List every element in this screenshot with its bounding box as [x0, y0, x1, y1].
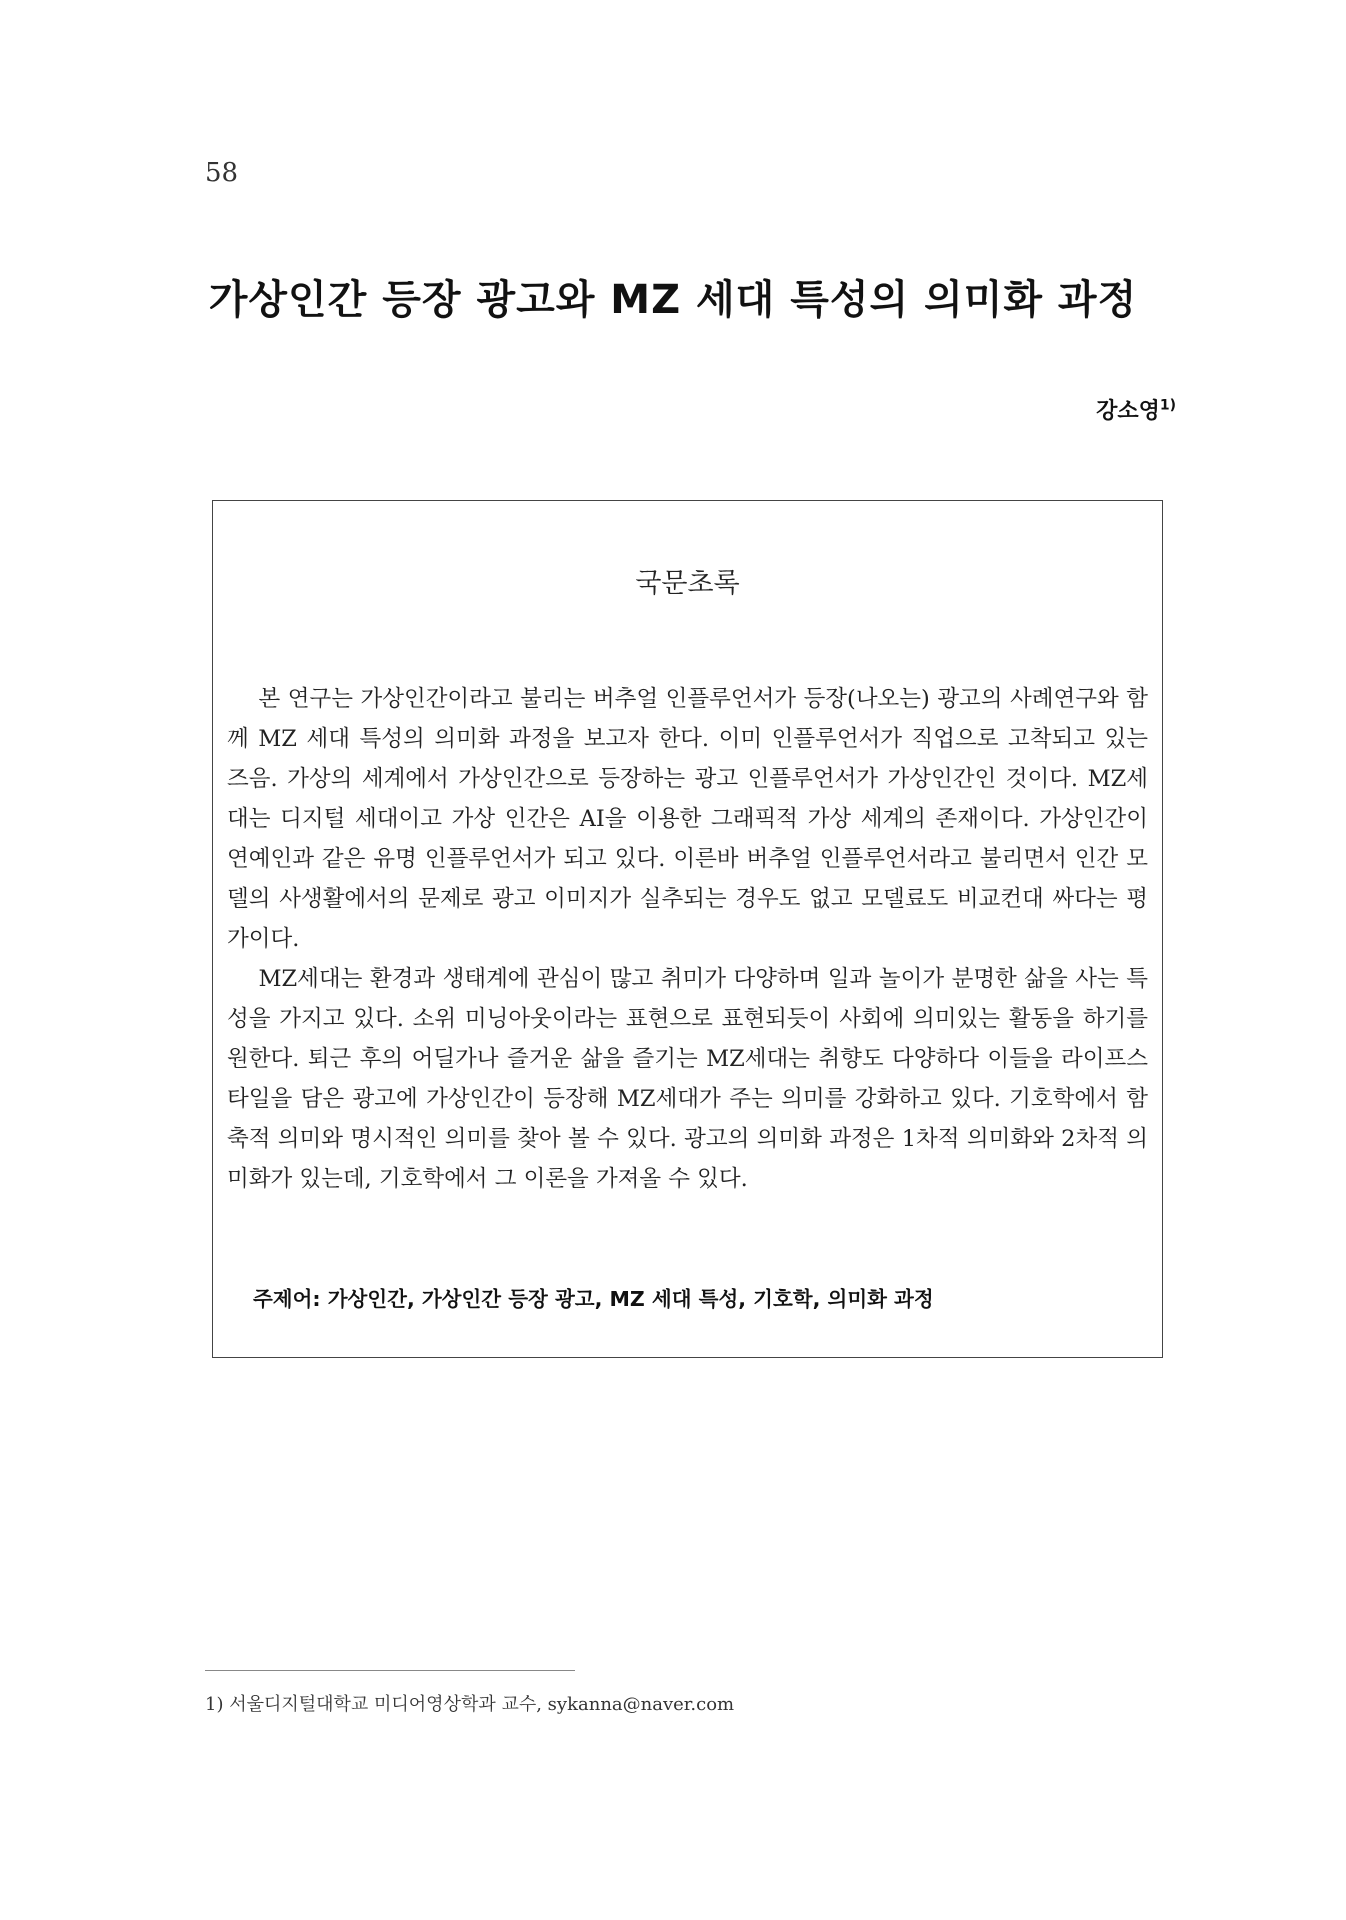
author — [1096, 394, 1176, 425]
abstract-paragraph: 본 연구는 가상인간이라고 불리는 버추얼 인플루언서가 등장(나오는) 광고의 사례연구와 함께 MZ 세대 특성의 의미화 과정을 보고자 한다. 이미 인플루언서가 직업으로 고착되고 있는 즈음. 가상의 세계에서 가상인간으로 등장하는 광고 인플루언서가 가상인간인 것이다. MZ세대는 디지털 세대이고 가상 인간은 AI을 이용한 그래픽적 가상 세계의 존재이다. 가상인간이 연예인과 같은 유명 인플루언서가 되고 있다. 이른바 버추얼 인플루언서라고 불리면서 인간 모델의 사생활에서의 문제로 광고 이미지가 실추되는 경우도 없고 모델료도 비교컨대 싸다는 평가이다. — [227, 686, 1148, 952]
author-footnote-mark: 1) — [1159, 397, 1176, 414]
abstract-heading: 국문초록 — [635, 568, 740, 599]
keywords: 주제어: 가상인간, 가상인간 등장 광고, MZ 세대 특성, 기호학, 의미화 과정 — [253, 1287, 934, 1311]
abstract-box — [212, 500, 1163, 1358]
footnote: 1) 서울디지털대학교 미디어영상학과 교수, sykanna@naver.com — [205, 1694, 735, 1715]
paper-title: 가상인간 등장 광고와 MZ 세대 특성의 의미화 과정 — [208, 277, 1138, 323]
abstract-body — [227, 679, 1148, 1199]
abstract-paragraph: MZ세대는 환경과 생태계에 관심이 많고 취미가 다양하며 일과 놀이가 분명한 삶을 사는 특성을 가지고 있다. 소위 미닝아웃이라는 표현으로 표현되듯이 사회에 의미있는 활동을 하기를 원한다. 퇴근 후의 어딜가나 즐거운 삶을 즐기는 MZ세대는 취향도 다양하다 이들을 라이프스타일을 담은 광고에 가상인간이 등장해 MZ세대가 주는 의미를 강화하고 있다. 기호학에서 함축적 의미와 명시적인 의미를 찾아 볼 수 있다. 광고의 의미화 과정은 1차적 의미화와 2차적 의미화가 있는데, 기호학에서 그 이론을 가져올 수 있다. — [227, 966, 1148, 1192]
page-number: 58 — [205, 158, 239, 188]
footnote-divider — [205, 1670, 575, 1671]
author-name: 강소영 — [1096, 399, 1160, 424]
